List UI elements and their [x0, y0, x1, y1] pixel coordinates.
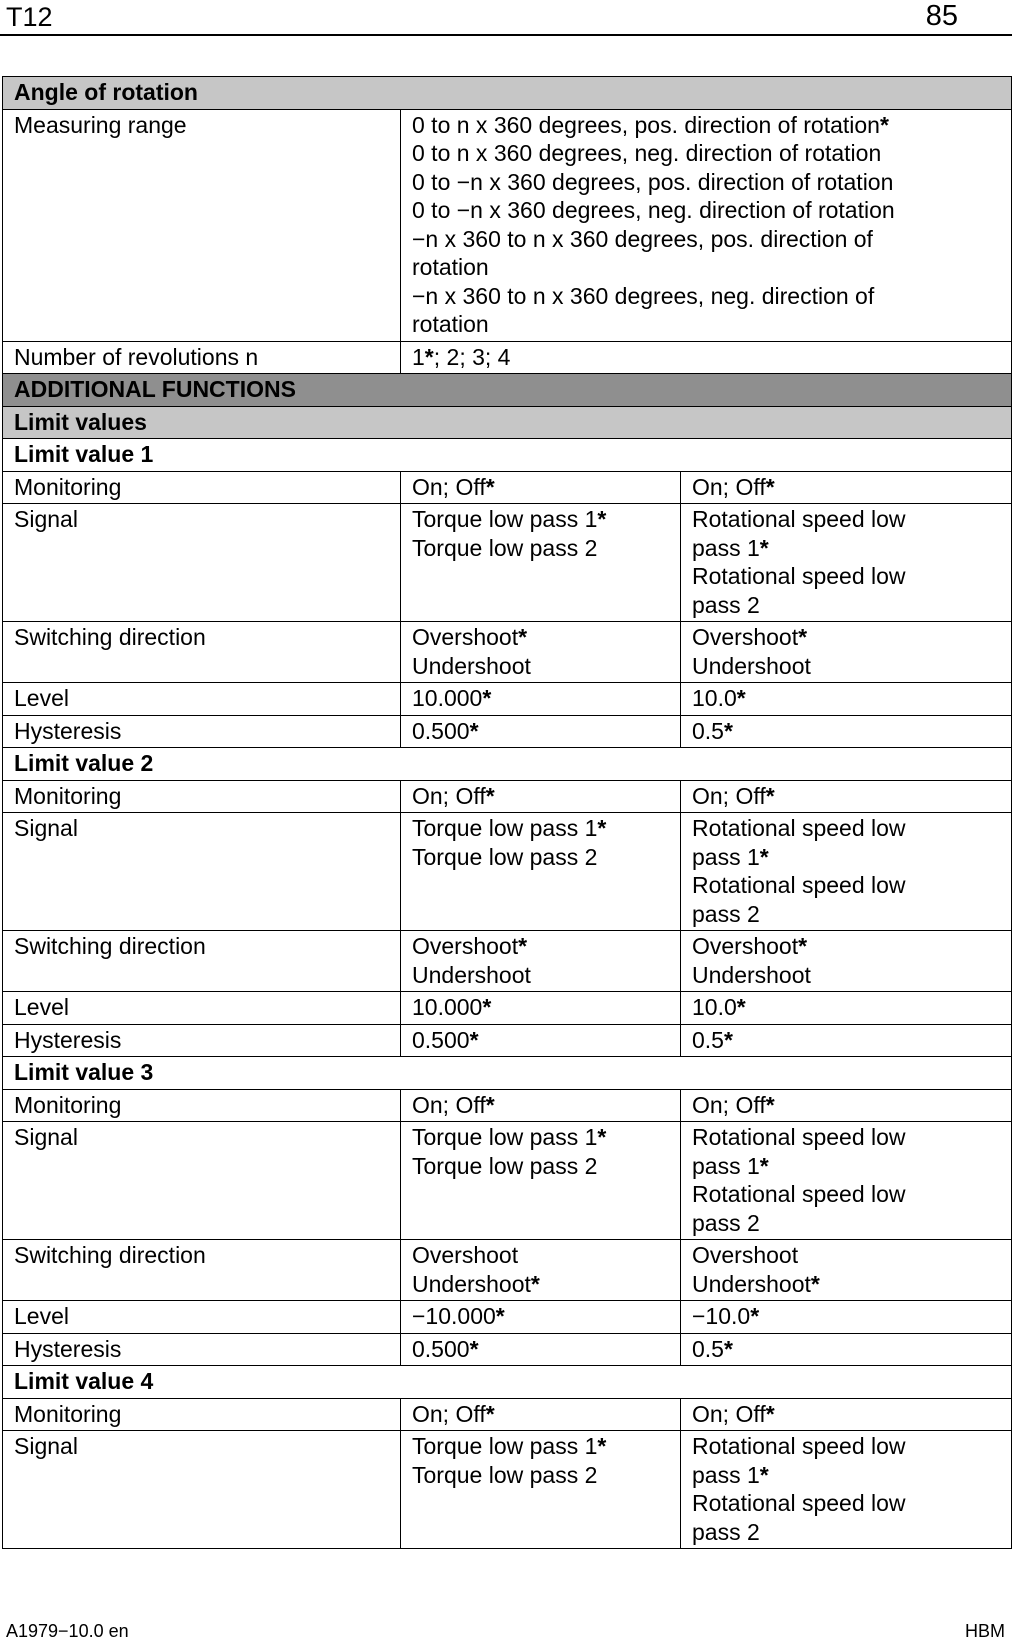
- limit-value-title-row: [3, 748, 1012, 781]
- default-marker: *: [482, 994, 492, 1020]
- value-line: pass 1*: [692, 843, 769, 870]
- default-marker: *: [723, 1026, 733, 1053]
- torque-value-cell: [401, 1398, 681, 1431]
- table-row: [3, 1024, 1012, 1057]
- row-label: Switching direction: [3, 1240, 401, 1301]
- default-marker: *: [759, 1461, 769, 1488]
- value-line: Undershoot: [692, 652, 811, 679]
- default-marker: *: [765, 782, 775, 809]
- torque-value-cell: [401, 715, 681, 748]
- value-line: 0 to n x 360 degrees, pos. direction of rotation*: [412, 111, 889, 138]
- table-row: [3, 1089, 1012, 1122]
- speed-value-cell: [681, 931, 1012, 992]
- header-product: T12: [6, 2, 53, 32]
- value-line: pass 1*: [692, 1461, 769, 1488]
- value-line: 10.000*: [412, 685, 492, 711]
- table-row: [3, 715, 1012, 748]
- header-divider: [0, 34, 1012, 36]
- default-marker: *: [597, 506, 607, 532]
- value-line: Undershoot*: [692, 1270, 820, 1297]
- default-marker: *: [518, 933, 528, 959]
- value-line: −n x 360 to n x 360 degrees, pos. direction of: [412, 225, 873, 252]
- torque-value-cell: [401, 622, 681, 683]
- row-label: Hysteresis: [3, 1333, 401, 1366]
- value-line: Torque low pass 1*: [412, 1433, 607, 1459]
- default-marker: *: [597, 815, 607, 841]
- limit-value-title: Limit value 3: [3, 1057, 1012, 1090]
- row-label: Signal: [3, 1122, 401, 1240]
- value-line: Undershoot*: [412, 1270, 540, 1297]
- torque-value-cell: [401, 504, 681, 622]
- table-row: [3, 1122, 1012, 1240]
- torque-value-cell: [401, 1431, 681, 1549]
- default-marker: *: [759, 534, 769, 561]
- spec-table-body: [3, 77, 1012, 1549]
- torque-value-cell: [401, 992, 681, 1025]
- section-heading-angle: Angle of rotation: [3, 77, 1012, 110]
- value-line: 0.5*: [692, 1026, 733, 1053]
- default-marker: *: [469, 717, 479, 744]
- row-label: Hysteresis: [3, 1024, 401, 1057]
- speed-value-cell: [681, 471, 1012, 504]
- default-marker: *: [482, 685, 492, 711]
- limit-value-title: Limit value 4: [3, 1366, 1012, 1399]
- default-marker: *: [518, 624, 528, 650]
- table-row: [3, 109, 1012, 341]
- table-row: [3, 992, 1012, 1025]
- speed-value-cell: [681, 813, 1012, 931]
- value-line: 0.500*: [412, 717, 479, 744]
- speed-value-cell: [681, 1122, 1012, 1240]
- speed-value-cell: [681, 1301, 1012, 1334]
- torque-value-cell: [401, 1024, 681, 1057]
- value-line: 0 to n x 360 degrees, neg. direction of rotation: [412, 140, 882, 166]
- default-marker: *: [765, 473, 775, 500]
- default-marker: *: [723, 1335, 733, 1362]
- speed-value-cell: [681, 683, 1012, 716]
- value-line: Rotational speed low: [692, 1181, 906, 1207]
- section-row: [3, 374, 1012, 407]
- value-line: Overshoot*: [412, 624, 528, 650]
- section-row: [3, 77, 1012, 110]
- default-marker: *: [485, 1091, 495, 1118]
- speed-value-cell: [681, 1431, 1012, 1549]
- speed-value-cell: [681, 1024, 1012, 1057]
- footer-document-id: A1979−10.0 en: [6, 1621, 129, 1641]
- value-line: 10.0*: [692, 994, 746, 1020]
- measuring-range-values: [401, 109, 1012, 341]
- value-line: Torque low pass 1*: [412, 815, 607, 841]
- row-label: Level: [3, 1301, 401, 1334]
- value-line: 0.500*: [412, 1026, 479, 1053]
- default-marker: *: [879, 111, 889, 138]
- torque-value-cell: [401, 1333, 681, 1366]
- value-line: pass 2: [692, 591, 760, 618]
- torque-value-cell: [401, 1122, 681, 1240]
- value-line: pass 2: [692, 1209, 760, 1236]
- speed-value-cell: [681, 1398, 1012, 1431]
- value-line: rotation: [412, 254, 489, 280]
- value-line: On; Off*: [692, 782, 775, 809]
- value-line: Rotational speed low: [692, 563, 906, 589]
- value-line: Undershoot: [412, 652, 531, 679]
- default-marker: *: [798, 933, 808, 959]
- value-line: Torque low pass 1*: [412, 506, 607, 532]
- default-marker: *: [485, 1400, 495, 1427]
- default-marker: *: [759, 843, 769, 870]
- value-line: Torque low pass 2: [412, 534, 598, 561]
- torque-value-cell: [401, 931, 681, 992]
- table-row: [3, 931, 1012, 992]
- row-label: Signal: [3, 504, 401, 622]
- value-line: 10.0*: [692, 685, 746, 711]
- torque-value-cell: [401, 683, 681, 716]
- value-line: Rotational speed low: [692, 1124, 906, 1150]
- value-line: pass 1*: [692, 534, 769, 561]
- value-line: Overshoot: [412, 1242, 519, 1268]
- value-line: pass 2: [692, 1518, 760, 1545]
- value-line: On; Off*: [692, 1400, 775, 1427]
- value-line: On; Off*: [692, 1091, 775, 1118]
- value-line: Overshoot*: [692, 624, 808, 650]
- value-line: Rotational speed low: [692, 1490, 906, 1516]
- default-marker: *: [530, 1270, 540, 1297]
- value-line: Overshoot: [692, 1242, 799, 1268]
- default-marker: *: [424, 343, 434, 370]
- value-line: 10.000*: [412, 994, 492, 1020]
- speed-value-cell: [681, 715, 1012, 748]
- default-marker: *: [736, 994, 746, 1020]
- value-line: Overshoot*: [412, 933, 528, 959]
- limit-value-title-row: [3, 1366, 1012, 1399]
- default-marker: *: [485, 473, 495, 500]
- value-line: −10.0*: [692, 1303, 760, 1329]
- table-row: [3, 504, 1012, 622]
- default-marker: *: [798, 624, 808, 650]
- default-marker: *: [485, 782, 495, 809]
- value-line: Torque low pass 2: [412, 843, 598, 870]
- header-page-number: 85: [925, 0, 958, 32]
- value-line: On; Off*: [412, 1091, 495, 1118]
- limit-value-title: Limit value 2: [3, 748, 1012, 781]
- row-label: Monitoring: [3, 471, 401, 504]
- torque-value-cell: [401, 813, 681, 931]
- torque-value-cell: [401, 1089, 681, 1122]
- default-marker: *: [765, 1091, 775, 1118]
- value-line: pass 1*: [692, 1152, 769, 1179]
- speed-value-cell: [681, 622, 1012, 683]
- value-line: 0.5*: [692, 1335, 733, 1362]
- speed-value-cell: [681, 992, 1012, 1025]
- table-row: [3, 1333, 1012, 1366]
- row-label: Hysteresis: [3, 715, 401, 748]
- row-label: Level: [3, 683, 401, 716]
- torque-value-cell: [401, 780, 681, 813]
- spec-table: [2, 76, 1012, 1549]
- row-label: Signal: [3, 1431, 401, 1549]
- table-row: [3, 780, 1012, 813]
- speed-value-cell: [681, 504, 1012, 622]
- row-label: Monitoring: [3, 1089, 401, 1122]
- limit-value-title-row: [3, 439, 1012, 472]
- speed-value-cell: [681, 1240, 1012, 1301]
- speed-value-cell: [681, 1333, 1012, 1366]
- value-line: Torque low pass 2: [412, 1461, 598, 1488]
- default-marker: *: [736, 685, 746, 711]
- value-line: On; Off*: [412, 473, 495, 500]
- torque-value-cell: [401, 1301, 681, 1334]
- speed-value-cell: [681, 780, 1012, 813]
- row-label: Signal: [3, 813, 401, 931]
- value-line: Overshoot*: [692, 933, 808, 959]
- section-row: [3, 406, 1012, 439]
- value-line: −10.000*: [412, 1303, 505, 1329]
- default-marker: *: [723, 717, 733, 744]
- limit-value-title: Limit value 1: [3, 439, 1012, 472]
- value-line: Rotational speed low: [692, 1433, 906, 1459]
- value-line: Rotational speed low: [692, 815, 906, 841]
- value-line: pass 2: [692, 900, 760, 927]
- table-row: [3, 683, 1012, 716]
- default-marker: *: [597, 1433, 607, 1459]
- value-line: 0 to −n x 360 degrees, neg. direction of rotation: [412, 197, 895, 223]
- footer-brand: HBM: [965, 1621, 1005, 1641]
- value-line: 0 to −n x 360 degrees, pos. direction of rotation: [412, 168, 894, 195]
- table-row: [3, 622, 1012, 683]
- value-line: On; Off*: [412, 1400, 495, 1427]
- table-row: [3, 1301, 1012, 1334]
- default-marker: *: [750, 1303, 760, 1329]
- default-marker: *: [759, 1152, 769, 1179]
- section-heading-limit-values: Limit values: [3, 406, 1012, 439]
- default-marker: *: [597, 1124, 607, 1150]
- torque-value-cell: [401, 1240, 681, 1301]
- value-line: Torque low pass 1*: [412, 1124, 607, 1150]
- table-row: [3, 1431, 1012, 1549]
- table-row: [3, 1240, 1012, 1301]
- value-line: Undershoot: [412, 961, 531, 988]
- default-marker: *: [495, 1303, 505, 1329]
- value-line: Undershoot: [692, 961, 811, 988]
- row-label: Monitoring: [3, 1398, 401, 1431]
- row-label: Measuring range: [3, 109, 401, 341]
- section-heading-additional: ADDITIONAL FUNCTIONS: [3, 374, 1012, 407]
- limit-value-title-row: [3, 1057, 1012, 1090]
- value-line: Torque low pass 2: [412, 1152, 598, 1179]
- value-line: 0.5*: [692, 717, 733, 744]
- torque-value-cell: [401, 471, 681, 504]
- row-label: Monitoring: [3, 780, 401, 813]
- default-marker: *: [469, 1335, 479, 1362]
- speed-value-cell: [681, 1089, 1012, 1122]
- table-row: [3, 341, 1012, 374]
- table-row: [3, 813, 1012, 931]
- value-line: On; Off*: [412, 782, 495, 809]
- default-marker: *: [765, 1400, 775, 1427]
- row-label: Switching direction: [3, 622, 401, 683]
- table-row: [3, 471, 1012, 504]
- value-line: On; Off*: [692, 473, 775, 500]
- row-label: Level: [3, 992, 401, 1025]
- value-line: −n x 360 to n x 360 degrees, neg. direction of: [412, 282, 875, 309]
- value-line: rotation: [412, 311, 489, 337]
- default-marker: *: [469, 1026, 479, 1053]
- row-label: Switching direction: [3, 931, 401, 992]
- default-marker: *: [810, 1270, 820, 1297]
- table-row: [3, 1398, 1012, 1431]
- value-line: Rotational speed low: [692, 506, 906, 532]
- value-line: 0.500*: [412, 1335, 479, 1362]
- revolutions-value: 1*; 2; 3; 4: [401, 341, 1012, 374]
- value-line: Rotational speed low: [692, 872, 906, 898]
- row-label: Number of revolutions n: [3, 341, 401, 374]
